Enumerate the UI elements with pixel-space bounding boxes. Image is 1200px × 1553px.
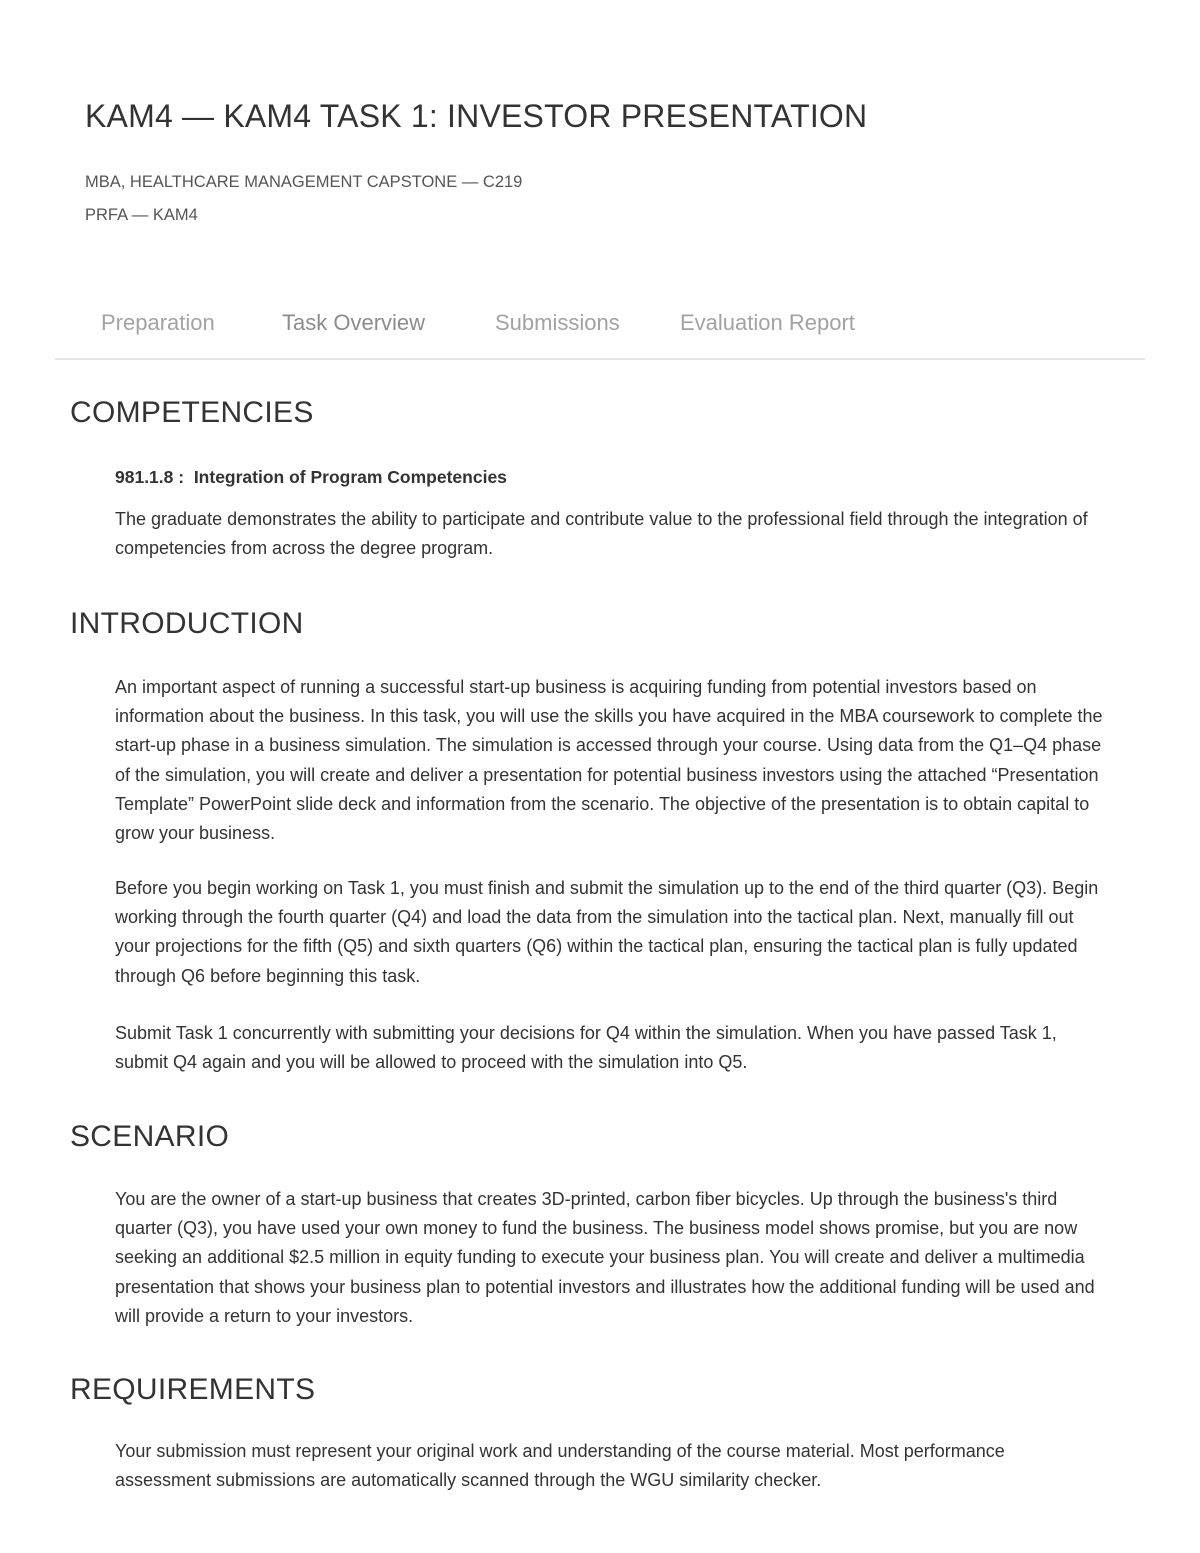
introduction-paragraph: Before you begin working on Task 1, you must finish and submit the simulation up to the end of the third quarter (Q3). Begin working through the fourth quarter (Q4) and load the data from the simulation into the tactical plan. Next, manually fill out your projections for the fifth (Q5) and sixth quarters (Q6) within the tactical plan, ensuring the tactical plan is fully updated through Q6 before beginning this task. (115, 878, 1099, 986)
introduction-paragraph: Submit Task 1 concurrently with submitting your decisions for Q4 within the simulation. When you have passed Task 1, submit Q4 again and you will be allowed to proceed with the simulation into Q5. (115, 1023, 1057, 1073)
assessment-code: PRFA — KAM4 (85, 206, 198, 224)
course-name: MBA, HEALTHCARE MANAGEMENT CAPSTONE — C219 (85, 173, 523, 191)
requirements-paragraph: Your submission must represent your original work and understanding of the course material. Most performance assessment submissions are automatically scanned through the WGU similarity checker. (115, 1441, 1005, 1491)
competency-code: 981.1.8 : (115, 467, 185, 487)
competencies-heading: COMPETENCIES (70, 396, 314, 429)
competency-description: The graduate demonstrates the ability to participate and contribute value to the professional field through the integration of competencies from across the degree program. (115, 509, 1088, 559)
page-title: KAM4 — KAM4 TASK 1: INVESTOR PRESENTATION (85, 98, 868, 134)
tab-task-overview[interactable]: Task Overview (282, 310, 426, 335)
introduction-heading: INTRODUCTION (70, 607, 304, 640)
requirements-heading: REQUIREMENTS (70, 1373, 316, 1406)
tab-evaluation-report[interactable]: Evaluation Report (680, 310, 855, 335)
scenario-paragraph: You are the owner of a start-up business that creates 3D-printed, carbon fiber bicycles. Up through the business's third quarter (Q3), you have used your own money to fund the business. The business model shows promise, but you are now seeking an additional $2.5 million in equity funding to execute your business plan. You will create and deliver a multimedia presentation that shows your business plan to potential investors and illustrates how the additional funding will be used and will provide a return to your investors. (115, 1189, 1095, 1326)
competency-title (115, 467, 507, 488)
introduction-paragraph: An important aspect of running a successful start-up business is acquiring funding from potential investors based on information about the business. In this task, you will use the skills you have acquired in the MBA coursework to complete the start-up phase in a business simulation. The simulation is accessed through your course. Using data from the Q1–Q4 phase of the simulation, you will create and deliver a presentation for potential business investors using the attached “Presentation Template” PowerPoint slide deck and information from the scenario. The objective of the presentation is to obtain capital to grow your business. (115, 677, 1103, 844)
tab-preparation[interactable]: Preparation (101, 310, 215, 335)
tab-bar (55, 300, 1145, 360)
tab-submissions[interactable]: Submissions (495, 310, 620, 335)
competency-name: Integration of Program Competencies (193, 467, 507, 487)
scenario-heading: SCENARIO (70, 1120, 230, 1153)
